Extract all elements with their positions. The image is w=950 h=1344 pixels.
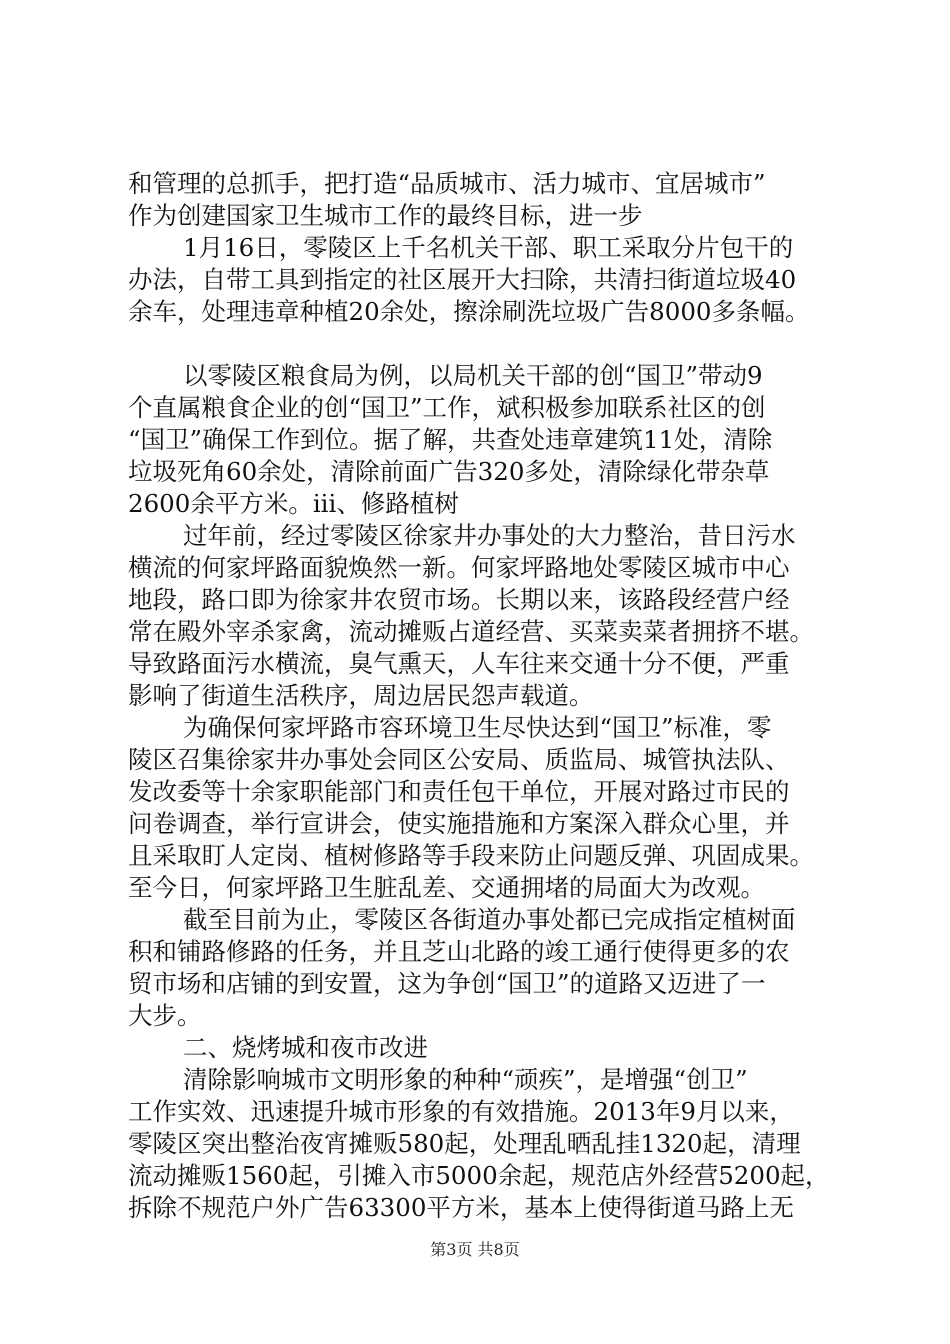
text-line: 工作实效、迅速提升城市形象的有效措施。2013年9月以来， <box>128 1097 794 1126</box>
section-heading: 二、烧烤城和夜市改进 <box>183 1033 428 1062</box>
text-line: 积和铺路修路的任务，并且芝山北路的竣工通行使得更多的农 <box>128 937 790 966</box>
text-line: 个直属粮食企业的创“国卫”工作，斌积极参加联系社区的创 <box>128 393 766 422</box>
text-line: 且采取盯人定岗、植树修路等手段来防止问题反弹、巩固成果。 <box>128 841 814 870</box>
text-line: 零陵区突出整治夜宵摊贩580起，处理乱晒乱挂1320起，清理 <box>128 1129 801 1158</box>
paragraph-start: 以零陵区粮食局为例，以局机关干部的创“国卫”带动9 <box>183 361 763 390</box>
page-number-footer: 第3页 共8页 <box>430 1240 520 1259</box>
paragraph-start: 1月16日，零陵区上千名机关干部、职工采取分片包干的 <box>183 233 794 262</box>
text-line: 流动摊贩1560起，引摊入市5000余起，规范店外经营5200起， <box>128 1161 830 1190</box>
text-line: 横流的何家坪路面貌焕然一新。何家坪路地处零陵区城市中心 <box>128 553 790 582</box>
text-line: 作为创建国家卫生城市工作的最终目标，进一步 <box>128 201 643 230</box>
text-line: 陵区召集徐家井办事处会同区公安局、质监局、城管执法队、 <box>128 745 790 774</box>
paragraph-start: 为确保何家坪路市容环境卫生尽快达到“国卫”标准，零 <box>183 713 772 742</box>
text-line: 贸市场和店铺的到安置，这为争创“国卫”的道路又迈进了一 <box>128 969 766 998</box>
text-line: 垃圾死角60余处，清除前面广告320多处，清除绿化带杂草 <box>128 457 770 486</box>
paragraph-start: 清除影响城市文明形象的种种“顽疾”，是增强“创卫” <box>183 1065 748 1094</box>
text-line: 地段，路口即为徐家井农贸市场。长期以来，该路段经营户经 <box>128 585 790 614</box>
text-line: 常在殿外宰杀家禽，流动摊贩占道经营、买菜卖菜者拥挤不堪。 <box>128 617 814 646</box>
text-line: 至今日，何家坪路卫生脏乱差、交通拥堵的局面大为改观。 <box>128 873 765 902</box>
text-line: 拆除不规范户外广告63300平方米，基本上使得街道马路上无 <box>128 1193 794 1222</box>
paragraph-start: 截至目前为止，零陵区各街道办事处都已完成指定植树面 <box>183 905 796 934</box>
text-line: 影响了街道生活秩序，周边居民怨声载道。 <box>128 681 594 710</box>
text-line: 2600余平方米。iii、修路植树 <box>128 489 459 518</box>
text-line: 和管理的总抓手，把打造“品质城市、活力城市、宜居城市” <box>128 169 766 198</box>
text-line: 大步。 <box>128 1001 202 1030</box>
text-line: 余车，处理违章种植20余处，擦涂刷洗垃圾广告8000多条幅。 <box>128 297 810 326</box>
text-line: 问卷调查，举行宣讲会，使实施措施和方案深入群众心里，并 <box>128 809 790 838</box>
paragraph-start: 过年前，经过零陵区徐家井办事处的大力整治，昔日污水 <box>183 521 796 550</box>
text-line: “国卫”确保工作到位。据了解，共查处违章建筑11处，清除 <box>128 425 773 454</box>
text-line: 发改委等十余家职能部门和责任包干单位，开展对路过市民的 <box>128 777 790 806</box>
text-line: 办法，自带工具到指定的社区展开大扫除，共清扫街道垃圾40 <box>128 265 797 294</box>
text-line: 导致路面污水横流，臭气熏天，人车往来交通十分不便，严重 <box>128 649 790 678</box>
